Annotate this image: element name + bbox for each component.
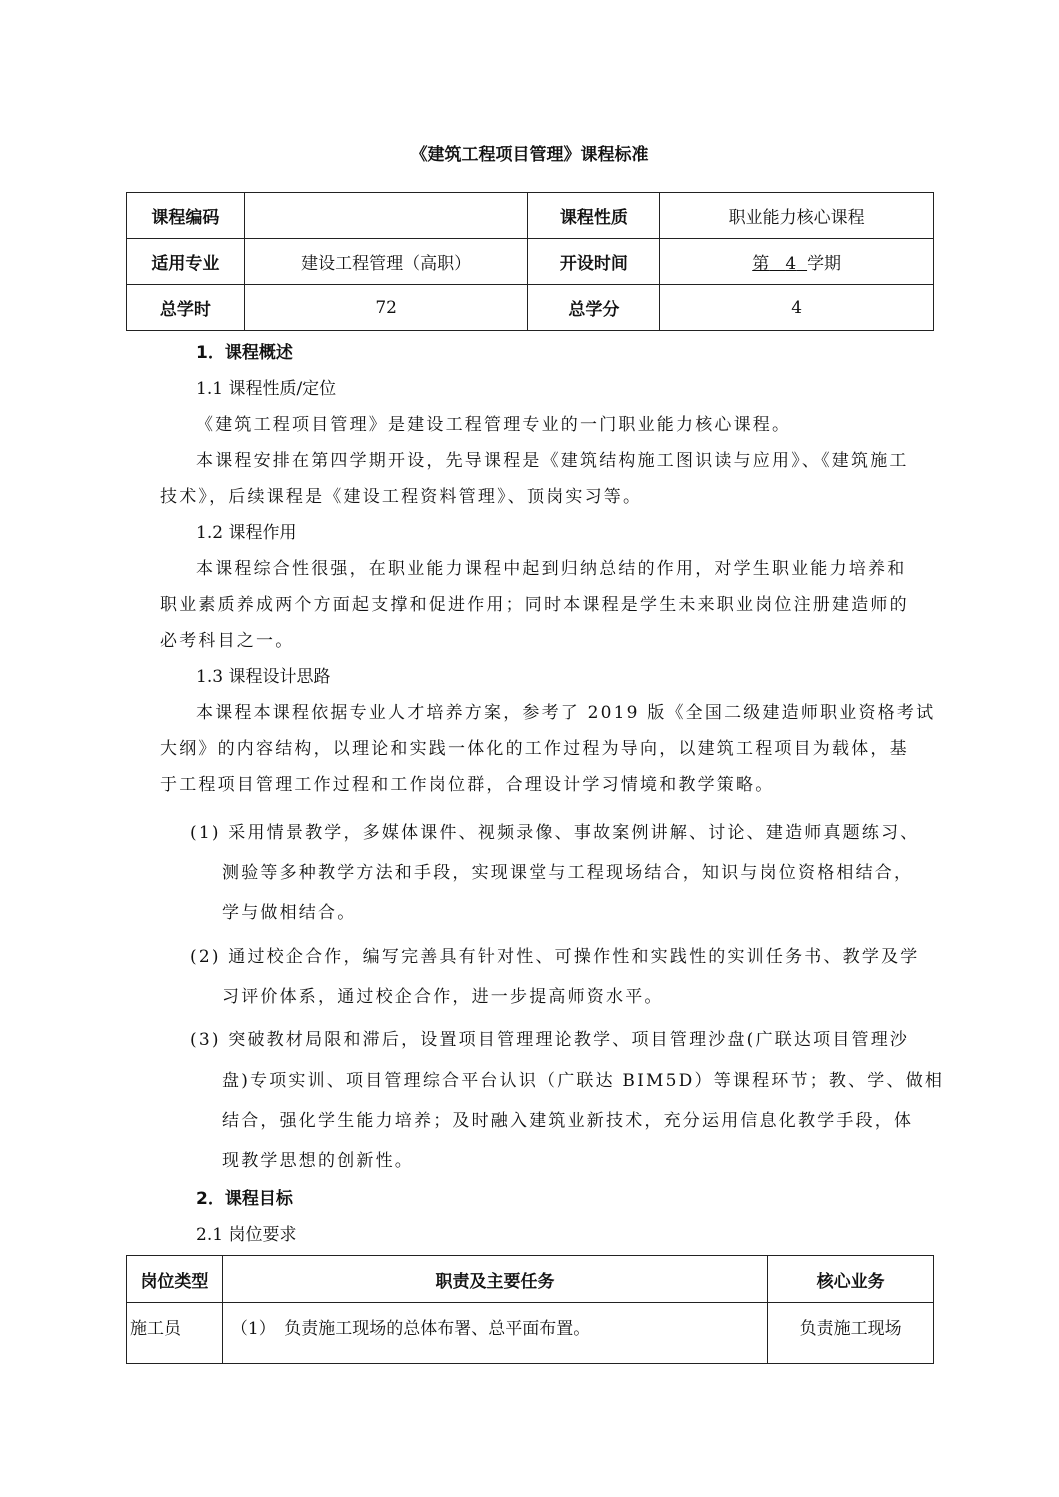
section-1-3-heading: 1.3 课程设计思路 [196,667,331,687]
open-time-label: 开设时间 [528,239,660,285]
column-header: 岗位类型 [127,1256,223,1303]
list-item-1-continuation: 测验等多种教学方法和手段，实现课堂与工程现场结合，知识与岗位资格相结合， [222,863,914,883]
open-time-prefix: 第 [752,254,770,274]
table-cell: （1） 负责施工现场的总体布署、总平面布置。 [222,1303,767,1364]
table-row [127,1303,934,1364]
table-row [127,239,934,285]
paragraph-line: 必考科目之一。 [160,631,295,651]
course-nature-label: 课程性质 [528,193,660,239]
paragraph-line: 本课程综合性很强，在职业能力课程中起到归纳总结的作用，对学生职业能力培养和 [196,559,907,579]
list-item-1-continuation: 学与做相结合。 [222,903,357,923]
table-cell: 负责施工现场 [768,1303,934,1364]
course-info-table [126,192,934,331]
table-row [127,285,934,331]
section-2-heading: 2．课程目标 [196,1189,293,1209]
open-time-value [660,239,934,285]
section-1-heading: 1．课程概述 [196,343,293,363]
paragraph-line: 本课程本课程依据专业人才培养方案，参考了 2019 版《全国二级建造师职业资格考试 [196,703,936,723]
paragraph-line: 《建筑工程项目管理》是建设工程管理专业的一门职业能力核心课程。 [196,415,792,435]
paragraph-line: 技术》，后续课程是《建设工程资料管理》、顶岗实习等。 [160,487,643,507]
total-credits-label: 总学分 [528,285,660,331]
list-item-2-continuation: 习评价体系，通过校企合作，进一步提高师资水平。 [222,987,664,1007]
section-1-2-heading: 1.2 课程作用 [196,523,297,543]
paragraph-line: 大纲》的内容结构，以理论和实践一体化的工作过程为导向，以建筑工程项目为载体，基 [160,739,909,759]
table-row [127,193,934,239]
course-code-label: 课程编码 [127,193,245,239]
list-item-3-continuation: 现教学思想的创新性。 [222,1151,414,1171]
open-time-suffix: 学期 [807,254,842,274]
paragraph-line: 本课程安排在第四学期开设，先导课程是《建筑结构施工图识读与应用》、《建筑施工 [196,451,909,471]
paragraph-line: 于工程项目管理工作过程和工作岗位群，合理设计学习情境和教学策略。 [160,775,775,795]
total-hours-label: 总学时 [127,285,245,331]
course-nature-value: 职业能力核心课程 [660,193,934,239]
list-item-2: (2) 通过校企合作，编写完善具有针对性、可操作性和实践性的实训任务书、教学及学 [190,947,920,967]
section-2-1-heading: 2.1 岗位要求 [196,1225,297,1245]
column-header: 核心业务 [768,1256,934,1303]
paragraph-line: 职业素质养成两个方面起支撑和促进作用；同时本课程是学生未来职业岗位注册建造师的 [160,595,909,615]
total-credits-value: 4 [660,285,934,331]
section-1-1-heading: 1.1 课程性质/定位 [196,379,337,399]
major-value: 建设工程管理（高职） [244,239,528,285]
list-item-1: (1) 采用情景教学，多媒体课件、视频录像、事故案例讲解、讨论、建造师真题练习、 [190,823,920,843]
open-time-number: 4 [785,254,797,274]
document-title: 《建筑工程项目管理》课程标准 [410,145,649,165]
column-header: 职责及主要任务 [222,1256,767,1303]
list-item-3: (3) 突破教材局限和滞后，设置项目管理理论教学、项目管理沙盘(广联达项目管理沙 [190,1030,910,1050]
post-requirements-table [126,1255,934,1364]
table-cell: 施工员 [127,1303,223,1364]
list-item-3-continuation: 盘)专项实训、项目管理综合平台认识（广联达 BIM5D）等课程环节；教、学、做相 [222,1071,945,1091]
course-code-value [244,193,528,239]
list-item-3-continuation: 结合，强化学生能力培养；及时融入建筑业新技术，充分运用信息化教学手段，体 [222,1111,914,1131]
total-hours-value: 72 [244,285,528,331]
major-label: 适用专业 [127,239,245,285]
table-header-row [127,1256,934,1303]
